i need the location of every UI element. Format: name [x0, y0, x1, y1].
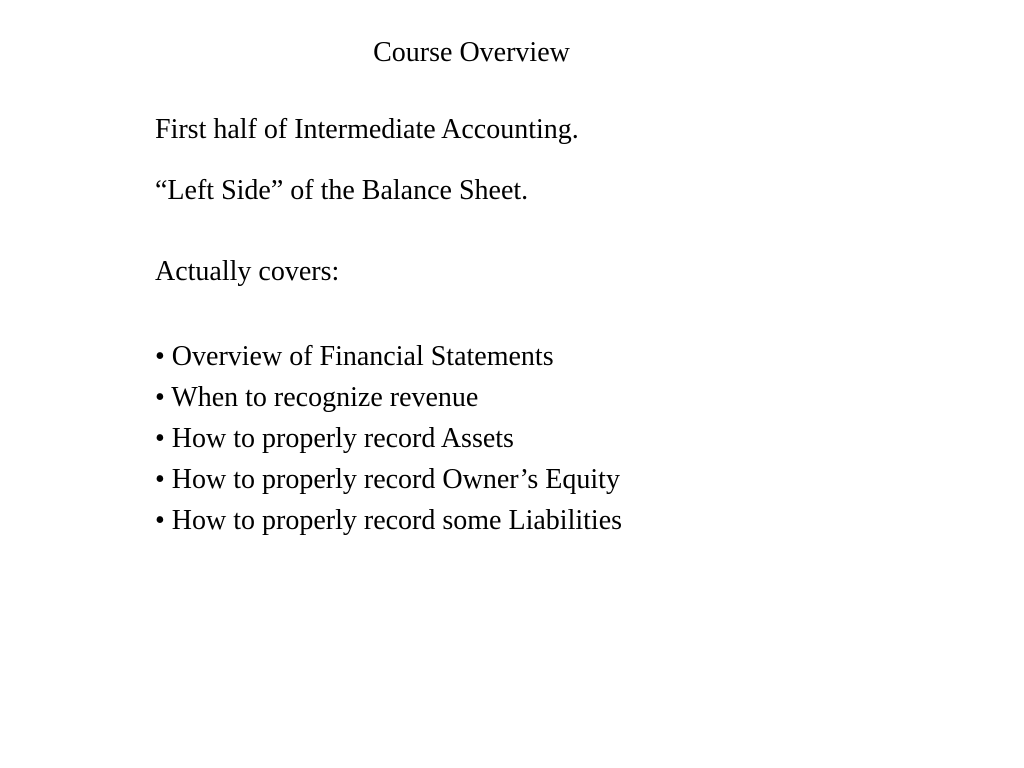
topic-item: • How to properly record Assets [155, 423, 514, 454]
topic-item: • How to properly record some Liabilities [155, 505, 623, 536]
topic-item: • When to recognize revenue [155, 382, 479, 413]
topic-list [155, 336, 975, 541]
intro-line: “Left Side” of the Balance Sheet. [155, 175, 529, 206]
slide-title: Course Overview [373, 37, 570, 68]
slide-body [155, 113, 975, 541]
topic-item: • How to properly record Owner’s Equity [155, 464, 620, 495]
topic-item: • Overview of Financial Statements [155, 341, 554, 372]
intro-line: First half of Intermediate Accounting. [155, 114, 579, 145]
covers-heading: Actually covers: [155, 256, 340, 287]
